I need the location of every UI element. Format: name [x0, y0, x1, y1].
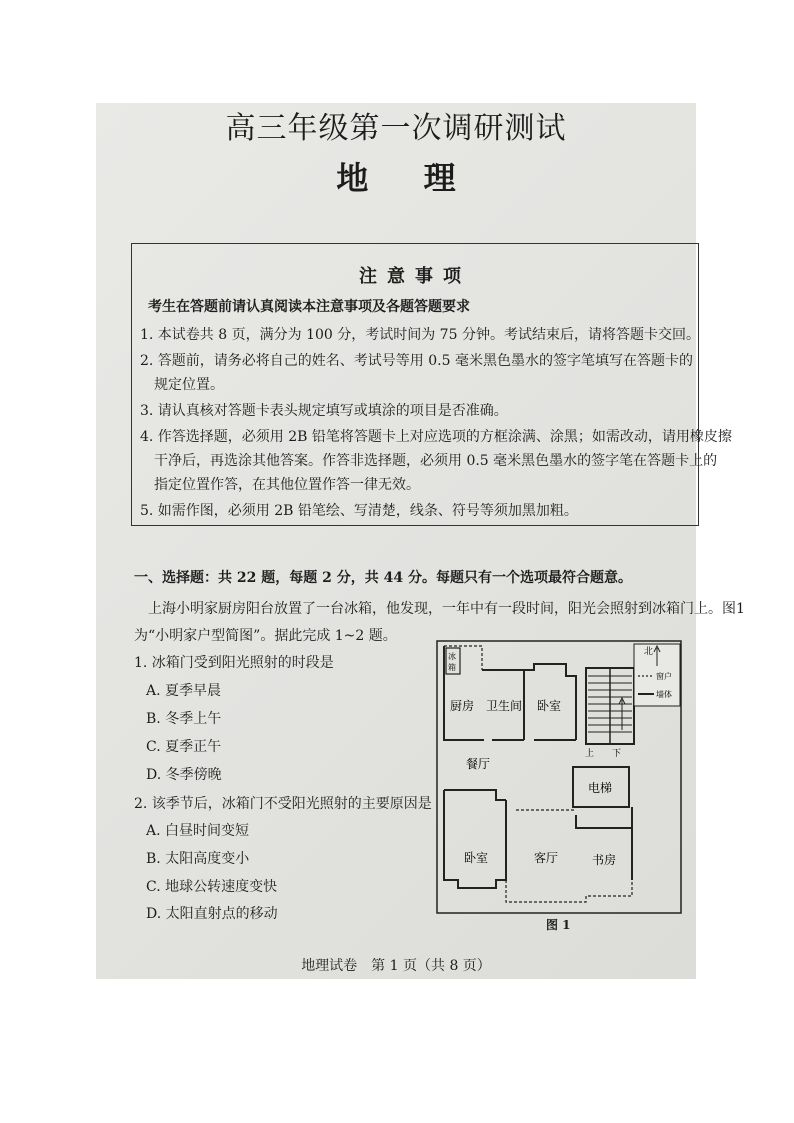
- notice-item-2-cont: 规定位置。: [154, 377, 224, 393]
- notice-item-3: 3. 请认真核对答题卡表头规定填写或填涂的项目是否准确。: [140, 403, 508, 419]
- intro-line-2: 为“小明家户型简图”。据此完成 1~2 题。: [134, 628, 397, 644]
- notice-box: [131, 243, 732, 526]
- question-1-option-c: C. 夏季正午: [146, 739, 222, 755]
- kitchen-label: 厨房: [450, 699, 475, 713]
- dining-label: 餐厅: [466, 757, 491, 771]
- fridge-label-top: 冰: [448, 652, 456, 661]
- bedroom-top-label: 卧室: [537, 699, 562, 713]
- subject-title: 地 理: [336, 159, 478, 197]
- question-2-option-a: A. 白昼时间变短: [146, 823, 250, 839]
- stair-up-label: 上: [585, 749, 595, 759]
- study-wall: [576, 815, 632, 828]
- question-2-option-c: C. 地球公转速度变快: [146, 879, 278, 895]
- question-2-option-d: D. 太阳直射点的移动: [146, 906, 278, 922]
- exam-page: [96, 103, 745, 979]
- notice-heading: 注意事项: [359, 266, 471, 287]
- bedroom-bottom-label: 卧室: [464, 851, 489, 865]
- bathroom-label: 卫生间: [486, 699, 523, 713]
- page-footer: 地理试卷 第 1 页（共 8 页）: [301, 958, 491, 974]
- notice-subheading: 考生在答题前请认真阅读本注意事项及各题答题要求: [148, 299, 470, 315]
- notice-item-4: 4. 作答选择题，必须用 2B 铅笔将答题卡上对应选项的方框涂满、涂黑；如需改动，请用橡皮擦: [140, 429, 732, 445]
- stair-down-label: 下: [612, 749, 622, 759]
- question-1-stem: 1. 冰箱门受到阳光照射的时段是: [134, 655, 334, 671]
- question-2-option-b: B. 太阳高度变小: [146, 851, 250, 867]
- fridge-label-bottom: 箱: [448, 663, 456, 672]
- floor-plan-figure: [436, 640, 682, 915]
- section-heading: 一、选择题：共 22 题，每题 2 分，共 44 分。每题只有一个选项最符合题意。: [134, 570, 632, 586]
- notice-item-4-cont-2: 指定位置作答，在其他位置作答一律无效。: [154, 477, 420, 493]
- question-1-option-b: B. 冬季上午: [146, 711, 222, 727]
- living-window: [506, 880, 632, 902]
- notice-item-4-cont-1: 干净后，再选涂其他答案。作答非选择题，必须用 0.5 毫米黑色墨水的签字笔在答题卡上的: [154, 453, 718, 469]
- question-1-option-d: D. 冬季傍晚: [146, 767, 222, 783]
- notice-item-1: 1. 本试卷共 8 页，满分为 100 分，考试时间为 75 分钟。考试结束后，请将答题卡交回。: [140, 327, 700, 343]
- question-1-option-a: A. 夏季早晨: [146, 683, 222, 699]
- living-label: 客厅: [534, 851, 559, 865]
- wall-legend-label: 墙体: [656, 690, 672, 699]
- notice-item-2: 2. 答题前，请务必将自己的姓名、考试号等用 0.5 毫米黑色墨水的签字笔填写在答题卡的: [140, 353, 693, 369]
- figure-caption: 图 1: [546, 918, 571, 932]
- exam-title: 高三年级第一次调研测试: [225, 111, 567, 146]
- window-legend-label: 窗户: [656, 672, 672, 681]
- bedroom-bottom-walls: [444, 790, 506, 888]
- study-label: 书房: [592, 853, 617, 867]
- notice-item-5: 5. 如需作图，必须用 2B 铅笔绘、写清楚，线条、符号等须加黑加粗。: [140, 503, 578, 519]
- intro-line-1: 上海小明家厨房阳台放置了一台冰箱，他发现，一年中有一段时间，阳光会照射到冰箱门上。图1: [148, 601, 745, 617]
- elevator-label: 电梯: [588, 781, 613, 795]
- question-2-stem: 2. 该季节后，冰箱门不受阳光照射的主要原因是: [134, 796, 432, 812]
- north-label: 北: [644, 647, 654, 657]
